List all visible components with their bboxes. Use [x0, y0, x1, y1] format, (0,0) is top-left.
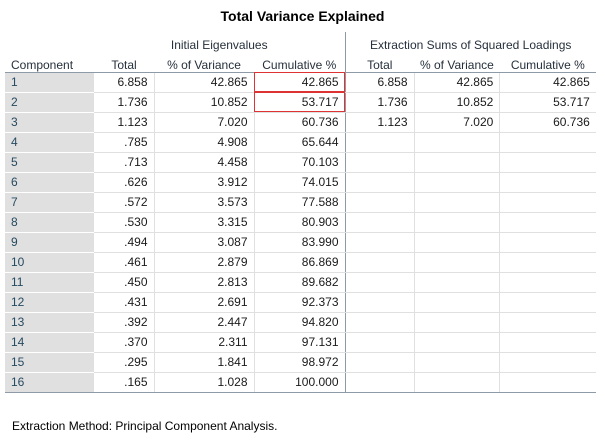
component-label: 9 — [5, 232, 94, 252]
initial-total-cell: .626 — [94, 172, 154, 192]
header-spacer — [5, 32, 94, 52]
table-row — [5, 272, 596, 292]
initial-cum-cell: 100.000 — [254, 372, 345, 392]
initial-cum-cell: 74.015 — [254, 172, 345, 192]
initial-total-cell: .450 — [94, 272, 154, 292]
initial-cum-cell: 77.588 — [254, 192, 345, 212]
empty-cell — [500, 292, 596, 312]
initial-total-cell: .572 — [94, 192, 154, 212]
initial-pct-cell: 2.813 — [154, 272, 254, 292]
empty-cell — [500, 212, 596, 232]
empty-cell — [345, 132, 414, 152]
extraction-total-cell: 6.858 — [345, 72, 414, 92]
extraction-pct-cell: 42.865 — [414, 72, 500, 92]
initial-cum-cell: 83.990 — [254, 232, 345, 252]
component-label: 7 — [5, 192, 94, 212]
empty-cell — [414, 252, 500, 272]
empty-cell — [345, 172, 414, 192]
table-row — [5, 172, 596, 192]
empty-cell — [345, 252, 414, 272]
initial-total-cell: 1.123 — [94, 112, 154, 132]
initial-pct-cell: 3.573 — [154, 192, 254, 212]
empty-cell — [414, 292, 500, 312]
initial-total-cell: .392 — [94, 312, 154, 332]
extraction-total-cell: 1.123 — [345, 112, 414, 132]
initial-pct-cell: 3.087 — [154, 232, 254, 252]
initial-total-cell: .785 — [94, 132, 154, 152]
initial-cum-cell: 97.131 — [254, 332, 345, 352]
initial-pct-cell: 3.315 — [154, 212, 254, 232]
table-row — [5, 92, 596, 112]
table-body — [5, 72, 596, 392]
table-title: Total Variance Explained — [220, 8, 385, 24]
initial-pct-header: % of Variance — [154, 52, 254, 72]
initial-cum-cell: 92.373 — [254, 292, 345, 312]
table-row — [5, 72, 596, 92]
empty-cell — [414, 332, 500, 352]
initial-cum-cell: 94.820 — [254, 312, 345, 332]
initial-cum-cell: 70.103 — [254, 152, 345, 172]
empty-cell — [414, 312, 500, 332]
table-row — [5, 292, 596, 312]
table-row — [5, 312, 596, 332]
empty-cell — [500, 332, 596, 352]
table-row — [5, 372, 596, 392]
initial-pct-cell: 4.908 — [154, 132, 254, 152]
extraction-cum-cell: 60.736 — [500, 112, 596, 132]
empty-cell — [500, 252, 596, 272]
empty-cell — [345, 152, 414, 172]
empty-cell — [345, 332, 414, 352]
empty-cell — [500, 132, 596, 152]
extraction-total-header: Total — [345, 52, 414, 72]
empty-cell — [500, 232, 596, 252]
initial-pct-cell: 4.458 — [154, 152, 254, 172]
initial-total-cell: 6.858 — [94, 72, 154, 92]
initial-pct-cell: 42.865 — [154, 72, 254, 92]
empty-cell — [345, 312, 414, 332]
table-row — [5, 112, 596, 132]
empty-cell — [345, 212, 414, 232]
component-label: 10 — [5, 252, 94, 272]
initial-pct-cell: 2.879 — [154, 252, 254, 272]
extraction-cum-cell: 42.865 — [500, 72, 596, 92]
initial-cum-header: Cumulative % — [254, 52, 345, 72]
empty-cell — [414, 232, 500, 252]
empty-cell — [500, 152, 596, 172]
component-label: 5 — [5, 152, 94, 172]
extraction-pct-cell: 7.020 — [414, 112, 500, 132]
initial-cum-cell: 89.682 — [254, 272, 345, 292]
initial-cum-cell: 98.972 — [254, 352, 345, 372]
component-header: Component — [5, 52, 94, 72]
empty-cell — [414, 352, 500, 372]
component-label: 12 — [5, 292, 94, 312]
empty-cell — [345, 232, 414, 252]
initial-pct-cell: 1.028 — [154, 372, 254, 392]
table-row — [5, 352, 596, 372]
empty-cell — [500, 172, 596, 192]
empty-cell — [500, 372, 596, 392]
initial-pct-cell: 2.691 — [154, 292, 254, 312]
total-variance-table — [5, 32, 596, 393]
component-label: 3 — [5, 112, 94, 132]
initial-pct-cell: 3.912 — [154, 172, 254, 192]
initial-cum-cell: 65.644 — [254, 132, 345, 152]
empty-cell — [345, 272, 414, 292]
initial-total-header: Total — [94, 52, 154, 72]
initial-total-cell: .461 — [94, 252, 154, 272]
footnote: Extraction Method: Principal Component Analysis. — [12, 419, 278, 433]
component-label: 11 — [5, 272, 94, 292]
table-row — [5, 332, 596, 352]
extraction-cum-header: Cumulative % — [500, 52, 596, 72]
initial-eigenvalues-header: Initial Eigenvalues — [94, 32, 345, 52]
empty-cell — [345, 292, 414, 312]
initial-pct-cell: 2.311 — [154, 332, 254, 352]
initial-cum-cell: 60.736 — [254, 112, 345, 132]
table-row — [5, 232, 596, 252]
initial-total-cell: .530 — [94, 212, 154, 232]
initial-total-cell: 1.736 — [94, 92, 154, 112]
table-row — [5, 212, 596, 232]
component-label: 14 — [5, 332, 94, 352]
component-label: 4 — [5, 132, 94, 152]
component-label: 6 — [5, 172, 94, 192]
empty-cell — [345, 372, 414, 392]
extraction-cum-cell: 53.717 — [500, 92, 596, 112]
initial-pct-cell: 7.020 — [154, 112, 254, 132]
empty-cell — [500, 352, 596, 372]
table-row — [5, 152, 596, 172]
extraction-header: Extraction Sums of Squared Loadings — [369, 38, 572, 52]
empty-cell — [414, 172, 500, 192]
component-label: 16 — [5, 372, 94, 392]
initial-total-cell: .295 — [94, 352, 154, 372]
empty-cell — [500, 192, 596, 212]
empty-cell — [500, 312, 596, 332]
component-label: 15 — [5, 352, 94, 372]
extraction-pct-header: % of Variance — [414, 52, 500, 72]
empty-cell — [414, 192, 500, 212]
component-label: 2 — [5, 92, 94, 112]
initial-cum-cell: 53.717 — [254, 92, 345, 112]
empty-cell — [345, 192, 414, 212]
empty-cell — [414, 212, 500, 232]
initial-cum-cell: 42.865 — [254, 72, 345, 92]
extraction-total-cell: 1.736 — [345, 92, 414, 112]
empty-cell — [414, 372, 500, 392]
empty-cell — [414, 132, 500, 152]
initial-cum-cell: 80.903 — [254, 212, 345, 232]
component-label: 8 — [5, 212, 94, 232]
component-label: 13 — [5, 312, 94, 332]
initial-total-cell: .713 — [94, 152, 154, 172]
initial-cum-cell: 86.869 — [254, 252, 345, 272]
initial-pct-cell: 2.447 — [154, 312, 254, 332]
component-label: 1 — [5, 72, 94, 92]
initial-total-cell: .431 — [94, 292, 154, 312]
empty-cell — [414, 152, 500, 172]
empty-cell — [500, 272, 596, 292]
initial-total-cell: .165 — [94, 372, 154, 392]
initial-pct-cell: 10.852 — [154, 92, 254, 112]
initial-pct-cell: 1.841 — [154, 352, 254, 372]
empty-cell — [345, 352, 414, 372]
empty-cell — [414, 272, 500, 292]
table-row — [5, 252, 596, 272]
initial-total-cell: .370 — [94, 332, 154, 352]
extraction-pct-cell: 10.852 — [414, 92, 500, 112]
table-row — [5, 132, 596, 152]
initial-total-cell: .494 — [94, 232, 154, 252]
table-row — [5, 192, 596, 212]
